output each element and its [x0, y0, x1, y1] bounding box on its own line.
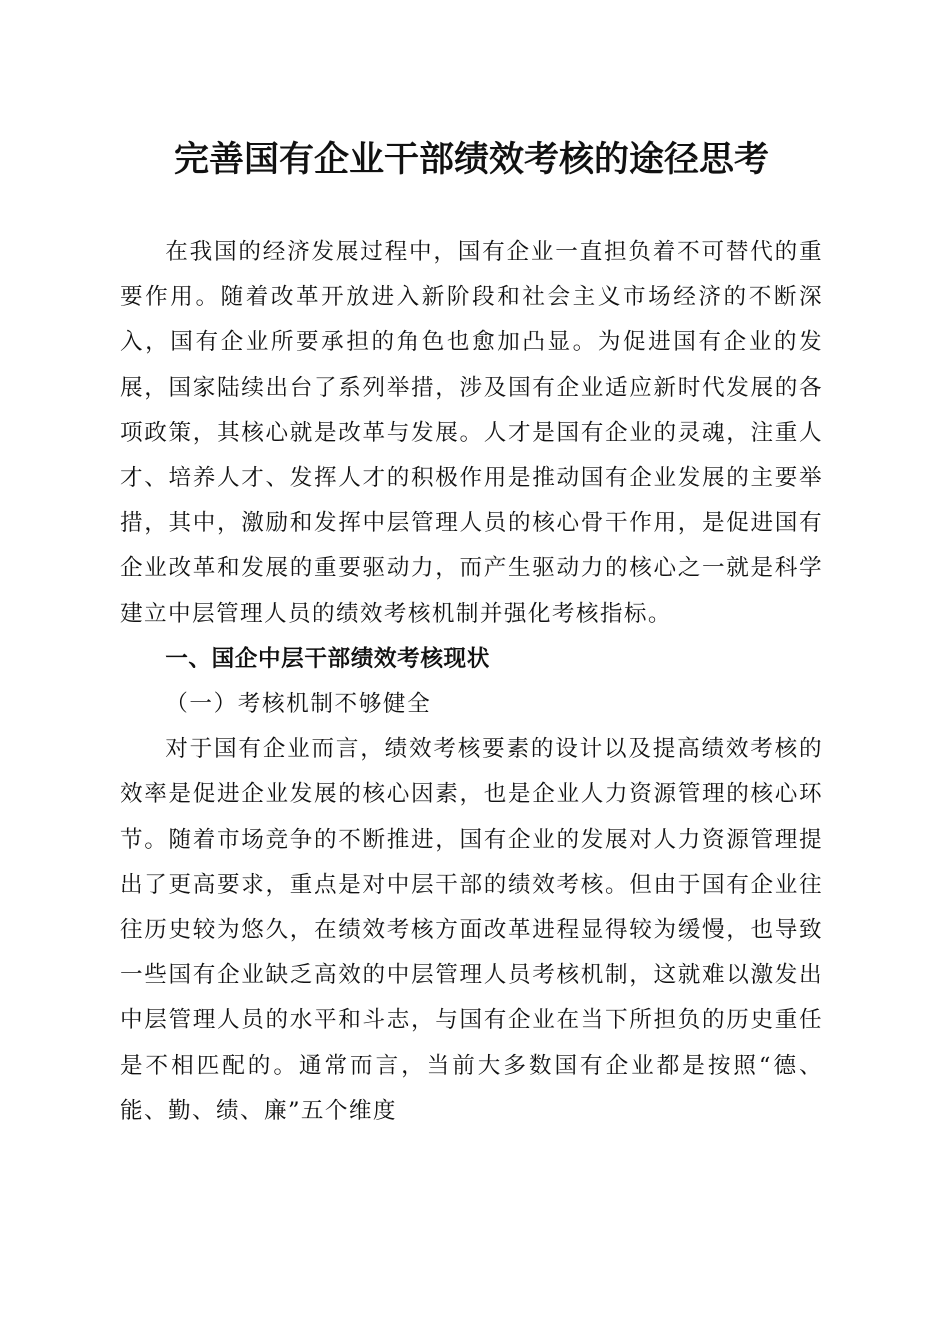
subsection-heading-1-1: （一）考核机制不够健全 [165, 691, 432, 718]
intro-paragraph: 在我国的经济发展过程中，国有企业一直担负着不可替代的重要作用。随着改革开放进入新阶段和社会主义市场经济的不断深入，国有企业所要承担的角色也愈加凸显。为促进国有企业的发展，国家陆续出台了系列举措，涉及国有企业适应新时代发展的各项政策，其核心就是改革与发展。人才是国有企业的灵魂，注重人才、培养人才、发挥人才的积极作用是推动国有企业发展的主要举措，其中，激励和发挥中层管理人员的核心骨干作用，是促进国有企业改革和发展的重要驱动力，而产生驱动力的核心之一就是科学建立中层管理人员的绩效考核机制并强化考核指标。 [120, 239, 823, 627]
body-paragraph-2: 对于国有企业而言，绩效考核要素的设计以及提高绩效考核的效率是促进企业发展的核心因素，也是企业人力资源管理的核心环节。随着市场竞争的不断推进，国有企业的发展对人力资源管理提出了更高要求，重点是对中层干部的绩效考核。但由于国有企业往往历史较为悠久，在绩效考核方面改革进程显得较为缓慢，也导致一些国有企业缺乏高效的中层管理人员考核机制，这就难以激发出中层管理人员的水平和斗志，与国有企业在当下所担负的历史重任是不相匹配的。通常而言，当前大多数国有企业都是按照“德、能、勤、绩、廉”五个维度 [120, 736, 824, 1124]
document-body [120, 230, 823, 1134]
section-heading-1: 一、国企中层干部绩效考核现状 [165, 645, 490, 672]
document-title: 完善国有企业干部绩效考核的途径思考 [173, 139, 769, 180]
